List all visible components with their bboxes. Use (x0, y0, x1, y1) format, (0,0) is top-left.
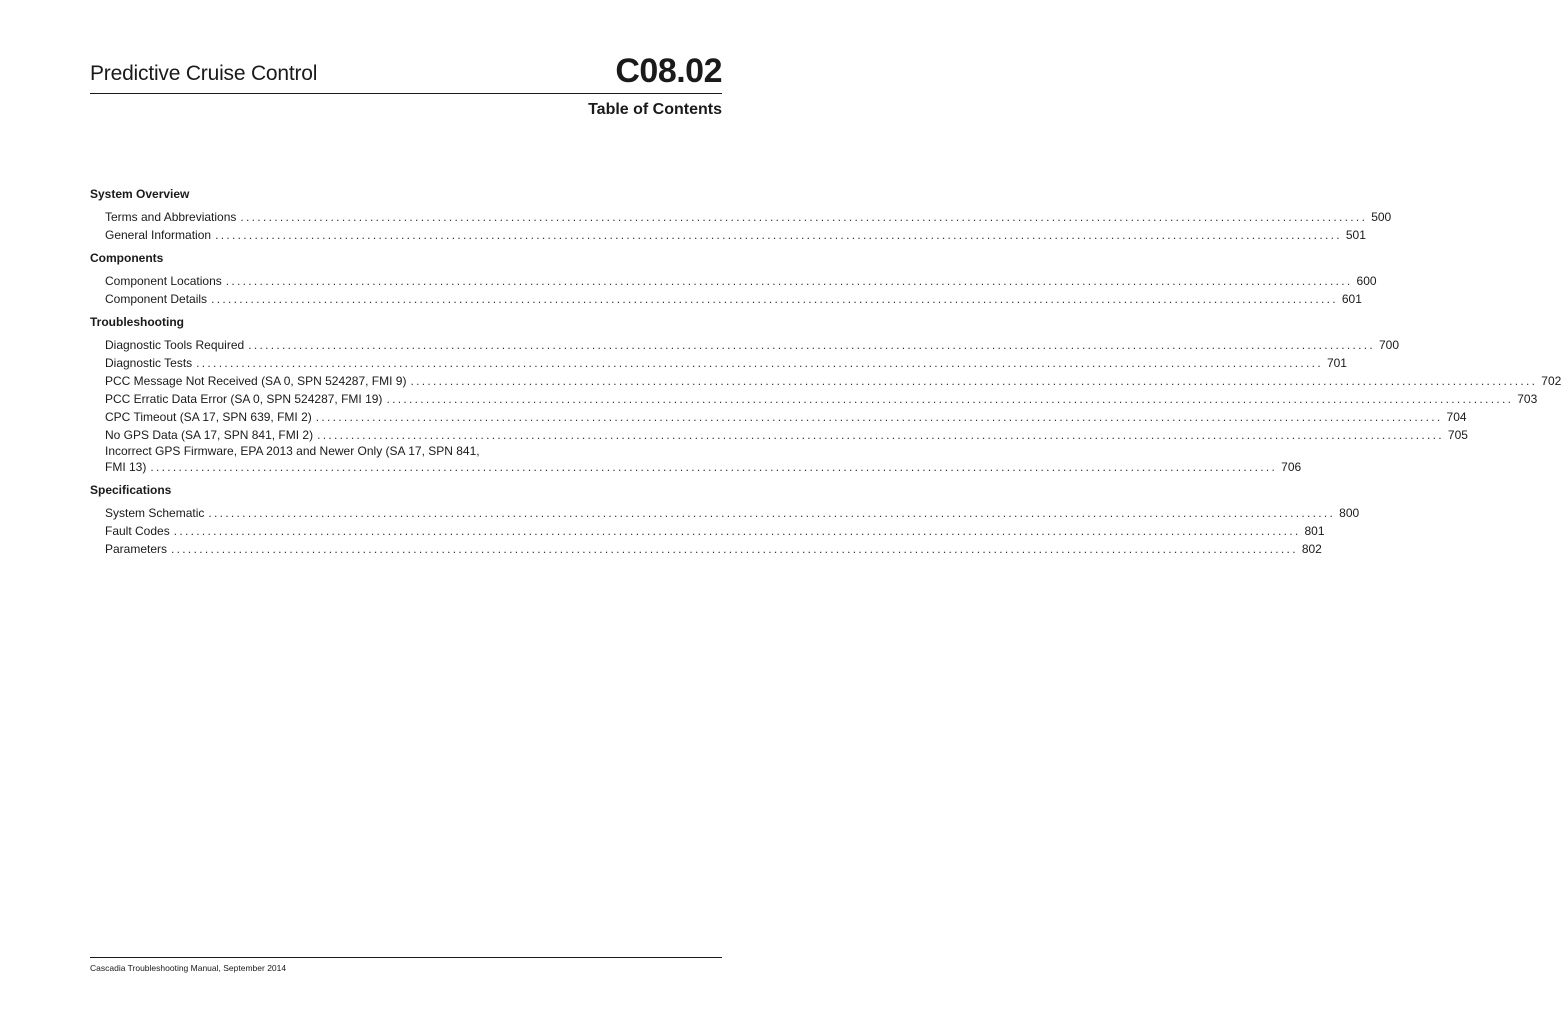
toc-entry[interactable] (90, 226, 1366, 244)
entry-label: General Information (105, 228, 212, 242)
entry-page-number: 705 (1447, 428, 1468, 442)
dot-leader: ........................................................................................................................................................................................................ (248, 338, 1375, 352)
entry-page-number: 701 (1326, 356, 1347, 370)
entry-label: Terms and Abbreviations (105, 210, 237, 224)
toc-entry[interactable] (90, 390, 1538, 408)
toc-section-system-overview (90, 186, 1392, 244)
dot-leader: ........................................................................................................................................................................................................ (410, 374, 1538, 388)
entry-page-number: 501 (1345, 228, 1366, 242)
entry-continuation (105, 458, 1302, 476)
table-of-contents (90, 186, 1561, 564)
dot-leader: ........................................................................................................................................................................................................ (215, 228, 1342, 242)
section-code: C08.02 (615, 52, 722, 90)
dot-leader: ........................................................................................................................................................................................................ (173, 524, 1301, 538)
toc-entry[interactable] (90, 504, 1360, 522)
dot-leader: ........................................................................................................................................................................................................ (386, 392, 1514, 406)
section-title: System Overview (90, 187, 190, 201)
entry-page-number: 702 (1541, 374, 1561, 388)
dot-leader: ........................................................................................................................................................................................................ (317, 428, 1444, 442)
entry-page-number: 706 (1281, 460, 1302, 474)
entry-label: Parameters (105, 542, 168, 556)
entry-label: Fault Codes (105, 524, 170, 538)
toc-entry[interactable] (90, 208, 1392, 226)
entry-label: Diagnostic Tools Required (105, 338, 245, 352)
toc-entry[interactable] (90, 272, 1377, 290)
entry-label: Component Locations (105, 274, 222, 288)
dot-leader: ........................................................................................................................................................................................................ (208, 506, 1336, 520)
entry-label: PCC Message Not Received (SA 0, SPN 524287, FMI 9) (105, 374, 407, 388)
entry-page-number: 800 (1339, 506, 1360, 520)
toc-entry[interactable] (90, 426, 1468, 444)
section-title: Components (90, 251, 164, 265)
entry-page-number: 704 (1446, 410, 1467, 424)
dot-leader: ........................................................................................................................................................................................................ (150, 460, 1278, 474)
entry-page-number: 802 (1301, 542, 1322, 556)
entry-label: FMI 13) (105, 460, 147, 474)
entry-label: CPC Timeout (SA 17, SPN 639, FMI 2) (105, 410, 312, 424)
dot-leader: ........................................................................................................................................................................................................ (196, 356, 1323, 370)
entry-page-number: 801 (1304, 524, 1325, 538)
toc-section-troubleshooting (90, 314, 1561, 476)
toc-entry[interactable] (90, 372, 1561, 390)
entry-label: PCC Erratic Data Error (SA 0, SPN 524287, FMI 19) (105, 392, 383, 406)
dot-leader: ........................................................................................................................................................................................................ (171, 542, 1298, 556)
toc-entry[interactable] (90, 408, 1467, 426)
dot-leader: ........................................................................................................................................................................................................ (315, 410, 1443, 424)
document-title: Predictive Cruise Control (90, 62, 318, 85)
toc-entry[interactable] (90, 290, 1362, 308)
footer-text: Cascadia Troubleshooting Manual, September 2014 (90, 963, 287, 973)
toc-section-components (90, 250, 1377, 308)
section-title: Troubleshooting (90, 315, 184, 329)
entry-label: Component Details (105, 292, 208, 306)
toc-entry[interactable] (90, 522, 1325, 540)
entry-page-number: 703 (1517, 392, 1538, 406)
entry-page-number: 700 (1379, 338, 1400, 352)
toc-entry[interactable] (90, 540, 1322, 558)
entry-label: No GPS Data (SA 17, SPN 841, FMI 2) (105, 428, 314, 442)
dot-leader: ........................................................................................................................................................................................................ (225, 274, 1353, 288)
dot-leader: ........................................................................................................................................................................................................ (211, 292, 1338, 306)
footer-divider (90, 957, 722, 958)
entry-label: Incorrect GPS Firmware, EPA 2013 and Newer Only (SA 17, SPN 841, (105, 444, 480, 458)
entry-page-number: 500 (1371, 210, 1392, 224)
toc-entry[interactable] (90, 336, 1400, 354)
toc-section-specifications (90, 482, 1360, 558)
toc-entry[interactable] (90, 354, 1347, 372)
dot-leader: ........................................................................................................................................................................................................ (240, 210, 1368, 224)
section-title: Specifications (90, 483, 172, 497)
entry-label: System Schematic (105, 506, 205, 520)
header-divider (90, 93, 722, 94)
toc-heading: Table of Contents (588, 101, 722, 118)
toc-entry[interactable] (90, 444, 1302, 476)
entry-page-number: 600 (1356, 274, 1377, 288)
entry-label: Diagnostic Tests (105, 356, 193, 370)
entry-page-number: 601 (1341, 292, 1362, 306)
